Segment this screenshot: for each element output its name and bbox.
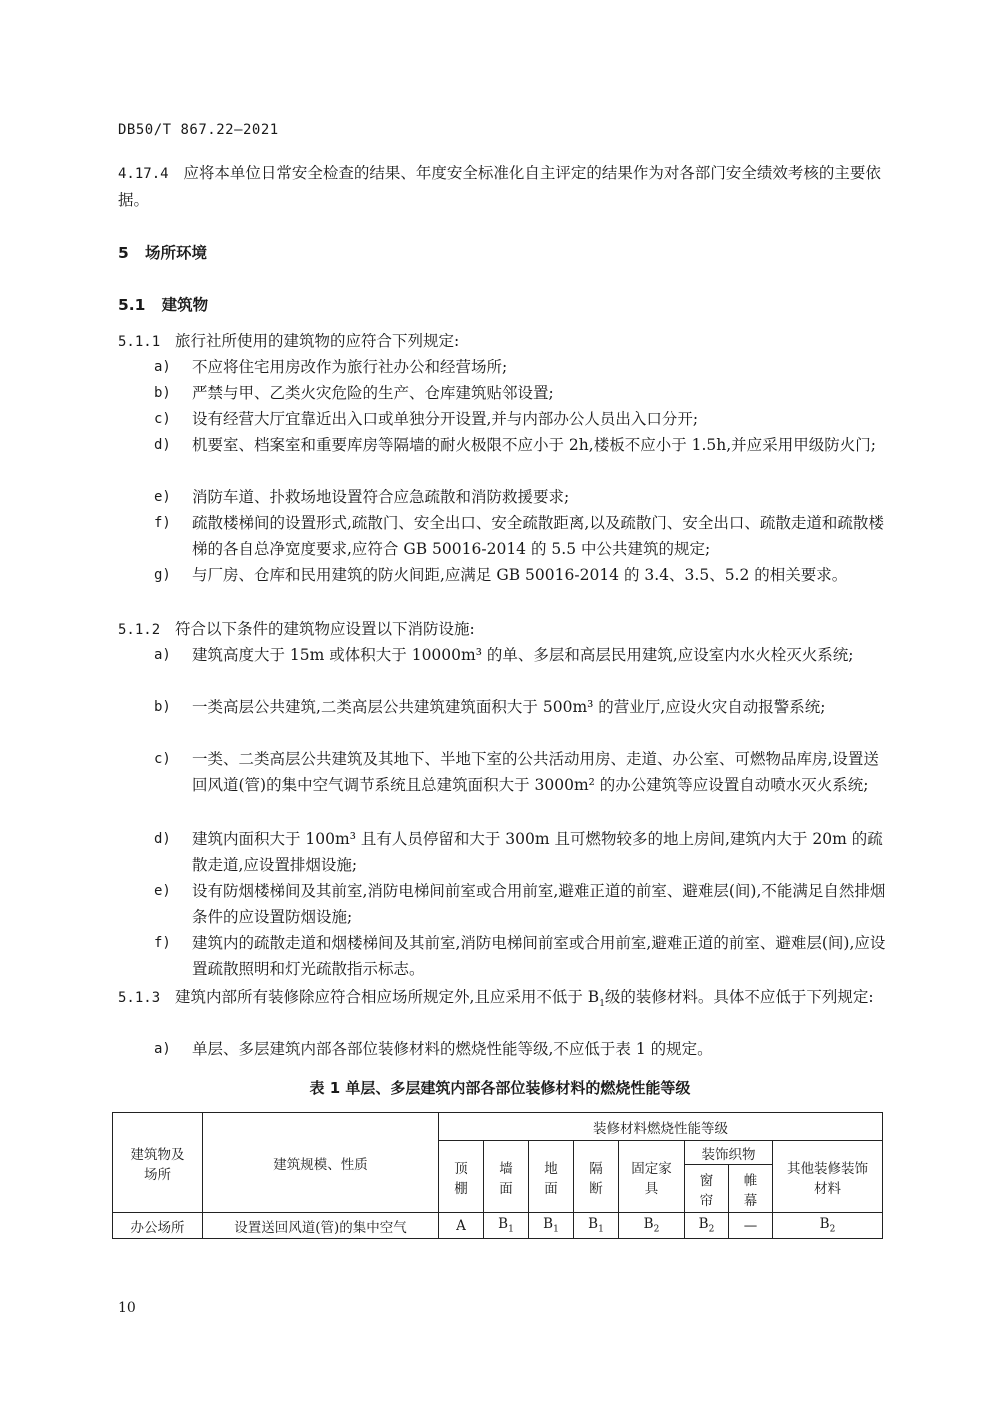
section-title: 建筑物 bbox=[161, 296, 209, 314]
grade-letter: B bbox=[819, 1216, 830, 1233]
clause-5-1-3 bbox=[118, 984, 893, 1017]
cell-scale: 设置送回风道(管)的集中空气 bbox=[203, 1213, 439, 1239]
cell-wall bbox=[484, 1213, 529, 1239]
cell-furniture bbox=[619, 1213, 685, 1239]
clause-text: 建筑内部所有装修除应符合相应场所规定外,且应采用不低于 B bbox=[174, 988, 600, 1006]
cell-drape: — bbox=[729, 1213, 773, 1239]
clause-number: 5.1.3 bbox=[118, 990, 161, 1006]
clause-text-continued: 级的装修材料。具体不应低于下列规定: bbox=[604, 988, 874, 1006]
list-text: 建筑内面积大于 100m³ 且有人员停留和大于 300m 且可燃物较多的地上房间,建筑内大于 20m 的疏散走道,应设置排烟设施; bbox=[192, 830, 883, 874]
list-marker: f) bbox=[154, 515, 171, 531]
list-text: 建筑内的疏散走道和烟楼梯间及其前室,消防电梯间前室或合用前室,避难正道的前室、避难层(间),应设置疏散照明和灯光疏散指示标志。 bbox=[192, 934, 886, 978]
list-marker: a) bbox=[154, 647, 171, 663]
table-caption: 表 1 单层、多层建筑内部各部位装修材料的燃烧性能等级 bbox=[309, 1079, 691, 1097]
list-marker: e) bbox=[154, 489, 171, 505]
list-text: 建筑高度大于 15m 或体积大于 10000m³ 的单、多层和高层民用建筑,应设室内水火栓灭火系统; bbox=[192, 646, 854, 664]
list-text: 一类高层公共建筑,二类高层公共建筑建筑面积大于 500m³ 的营业厅,应设火灾自动报警系统; bbox=[192, 698, 826, 716]
list-text: 消防车道、扑救场地设置符合应急疏散和消防救援要求; bbox=[192, 488, 570, 506]
grade-subscript: 2 bbox=[829, 1224, 836, 1235]
list-marker: b) bbox=[154, 699, 171, 715]
section-title: 场所环境 bbox=[145, 244, 208, 262]
clause-number: 4.17.4 bbox=[118, 166, 169, 182]
cell-partition bbox=[574, 1213, 619, 1239]
grade-subscript: 2 bbox=[653, 1224, 660, 1235]
list-text: 单层、多层建筑内部各部位装修材料的燃烧性能等级,不应低于表 1 的规定。 bbox=[192, 1040, 713, 1058]
list-text: 设有防烟楼梯间及其前室,消防电梯间前室或合用前室,避难正道的前室、避难层(间),不能满足自然排烟条件的应设置防烟设施; bbox=[192, 882, 886, 926]
list-marker: d) bbox=[154, 831, 171, 847]
grade-letter: B bbox=[498, 1216, 509, 1233]
page-number: 10 bbox=[118, 1300, 136, 1316]
table-1 bbox=[112, 1112, 883, 1239]
section-number: 5.1 bbox=[118, 296, 146, 314]
grade-subscript: 1 bbox=[598, 1224, 604, 1235]
list-text: 设有经营大厅宜靠近出入口或单独分开设置,并与内部办公人员出入口分开; bbox=[192, 410, 699, 428]
header-floor: 地面 bbox=[529, 1141, 574, 1213]
grade-subscript: 1 bbox=[553, 1224, 559, 1235]
document-code-header: DB50/T 867.22—2021 bbox=[118, 122, 279, 138]
header-furniture: 固定家具 bbox=[619, 1141, 685, 1213]
cell-curtain bbox=[685, 1213, 729, 1239]
header-ceiling: 顶棚 bbox=[439, 1141, 484, 1213]
clause-text: 符合以下条件的建筑物应设置以下消防设施: bbox=[174, 620, 475, 638]
list-marker: a) bbox=[154, 359, 171, 375]
clause-number: 5.1.2 bbox=[118, 622, 161, 638]
list-marker: a) bbox=[154, 1041, 171, 1057]
section-5-1-heading bbox=[118, 292, 893, 318]
clause-text: 应将本单位日常安全检查的结果、年度安全标准化自主评定的结果作为对各部门安全绩效考核的主要依据。 bbox=[118, 164, 881, 209]
list-marker: f) bbox=[154, 935, 171, 951]
grade-subscript: 1 bbox=[508, 1224, 514, 1235]
clause-text: 旅行社所使用的建筑物的应符合下列规定: bbox=[174, 332, 460, 350]
section-number: 5 bbox=[118, 244, 129, 262]
list-text: 不应将住宅用房改作为旅行社办公和经营场所; bbox=[192, 358, 508, 376]
subscript: 1 bbox=[599, 999, 605, 1010]
cell-ceiling: A bbox=[439, 1213, 484, 1239]
grade-letter: B bbox=[698, 1216, 709, 1233]
header-grade: 装修材料燃烧性能等级 bbox=[439, 1113, 883, 1141]
list-marker: b) bbox=[154, 385, 171, 401]
list-text: 一类、二类高层公共建筑及其地下、半地下室的公共活动用房、走道、办公室、可燃物品库房,设置送回风道(管)的集中空气调节系统且总建筑面积大于 3000m² 的办公建筑等应设置自动喷水灭火系统; bbox=[192, 750, 879, 794]
grade-letter: B bbox=[643, 1216, 654, 1233]
list-marker: c) bbox=[154, 751, 171, 767]
cell-floor bbox=[529, 1213, 574, 1239]
clause-5-1-2 bbox=[118, 616, 893, 643]
header-drape: 帷幕 bbox=[729, 1165, 773, 1213]
cell-other bbox=[773, 1213, 883, 1239]
clause-number: 5.1.1 bbox=[118, 334, 161, 350]
list-marker: e) bbox=[154, 883, 171, 899]
list-text: 严禁与甲、乙类火灾危险的生产、仓库建筑贴邻设置; bbox=[192, 384, 554, 402]
list-marker: c) bbox=[154, 411, 171, 427]
list-marker: g) bbox=[154, 567, 171, 583]
header-place: 建筑物及场所 bbox=[113, 1113, 203, 1213]
header-textile: 装饰织物 bbox=[685, 1141, 773, 1165]
list-text: 与厂房、仓库和民用建筑的防火间距,应满足 GB 50016-2014 的 3.4、3.5、5.2 的相关要求。 bbox=[192, 566, 848, 584]
clause-4-17-4 bbox=[118, 160, 893, 213]
grade-letter: B bbox=[543, 1216, 554, 1233]
header-scale: 建筑规模、性质 bbox=[203, 1113, 439, 1213]
clause-5-1-1 bbox=[118, 328, 893, 355]
header-other: 其他装修装饰材料 bbox=[773, 1141, 883, 1213]
section-5-heading bbox=[118, 240, 893, 266]
header-wall: 墙面 bbox=[484, 1141, 529, 1213]
grade-subscript: 2 bbox=[708, 1224, 715, 1235]
table-row bbox=[113, 1213, 883, 1239]
cell-place: 办公场所 bbox=[113, 1213, 203, 1239]
grade-letter: B bbox=[588, 1216, 599, 1233]
header-curtain: 窗帘 bbox=[685, 1165, 729, 1213]
list-text: 疏散楼梯间的设置形式,疏散门、安全出口、安全疏散距离,以及疏散门、安全出口、疏散走道和疏散楼梯的各自总净宽度要求,应符合 GB 50016-2014 的 5.5 中公共建筑的规定; bbox=[192, 514, 884, 558]
list-text: 机要室、档案室和重要库房等隔墙的耐火极限不应小于 2h,楼板不应小于 1.5h,并应采用甲级防火门; bbox=[192, 436, 876, 454]
header-partition: 隔断 bbox=[574, 1141, 619, 1213]
list-marker: d) bbox=[154, 437, 171, 453]
